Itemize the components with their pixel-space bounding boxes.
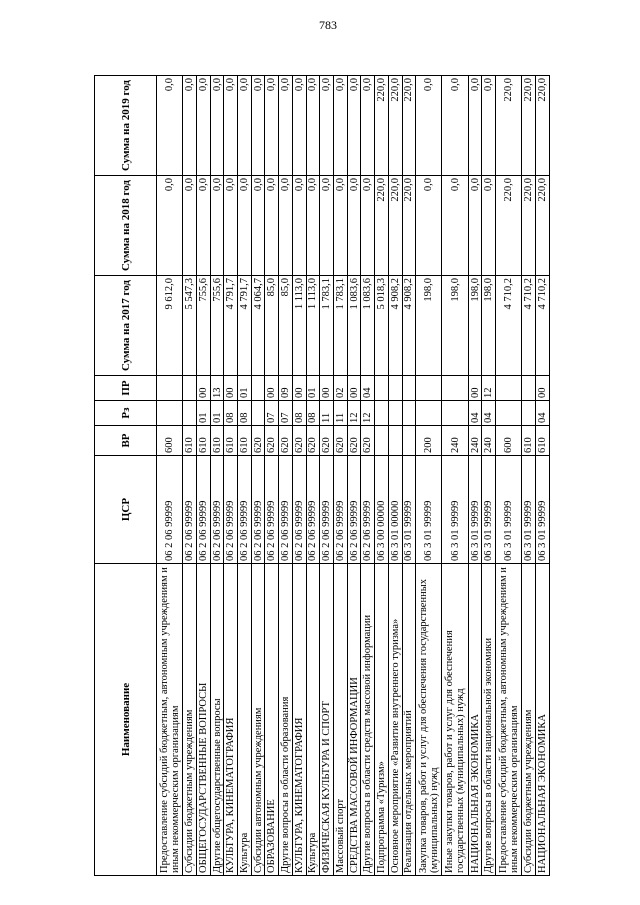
cell-csr: 06 2 06 99999 — [251, 456, 265, 564]
cell-name: Предоставление субсидий бюджетным, автономным учреждениям и иным некоммерческим организациям — [496, 564, 522, 876]
table-row — [482, 76, 496, 876]
cell-rz: 04 — [536, 401, 550, 426]
cell-csr: 06 2 06 99999 — [292, 456, 306, 564]
cell-sum-2019: 0,0 — [306, 76, 320, 176]
cell-sum-2018: 0,0 — [416, 176, 442, 276]
cell-vr: 610 — [522, 426, 536, 456]
cell-name: Закупка товаров, работ и услуг для обеспечения государственных (муниципальных) нужд — [416, 564, 442, 876]
cell-sum-2018: 0,0 — [361, 176, 375, 276]
table-row — [238, 76, 252, 876]
cell-pr: 04 — [361, 376, 375, 401]
cell-sum-2017: 1 783,1 — [334, 276, 348, 376]
cell-pr: 00 — [224, 376, 238, 401]
cell-pr — [402, 376, 416, 401]
cell-vr: 620 — [251, 426, 265, 456]
table-row — [251, 76, 265, 876]
cell-name: Субсидии бюджетным учреждениям — [522, 564, 536, 876]
cell-pr: 00 — [292, 376, 306, 401]
cell-name: ОБРАЗОВАНИЕ — [265, 564, 279, 876]
cell-sum-2017: 4 908,2 — [388, 276, 402, 376]
cell-rz: 01 — [196, 401, 210, 426]
table-row — [402, 76, 416, 876]
cell-sum-2019: 0,0 — [183, 76, 197, 176]
cell-sum-2019: 0,0 — [442, 76, 468, 176]
cell-vr: 610 — [210, 426, 224, 456]
header-sum-2019: Сумма на 2019 год — [95, 76, 157, 176]
cell-csr: 06 2 06 99999 — [183, 456, 197, 564]
cell-csr: 06 3 01 99999 — [416, 456, 442, 564]
cell-sum-2019: 0,0 — [279, 76, 293, 176]
cell-vr: 610 — [183, 426, 197, 456]
cell-name: Массовый спорт — [334, 564, 348, 876]
header-rz: Рз — [95, 401, 157, 426]
cell-sum-2018: 0,0 — [157, 176, 183, 276]
cell-sum-2019: 0,0 — [157, 76, 183, 176]
cell-csr: 06 3 01 99999 — [496, 456, 522, 564]
cell-vr — [402, 426, 416, 456]
table-container — [94, 76, 550, 876]
cell-rz — [496, 401, 522, 426]
cell-name: КУЛЬТУРА, КИНЕМАТОГРАФИЯ — [292, 564, 306, 876]
cell-vr: 620 — [306, 426, 320, 456]
cell-name: Основное мероприятие «Развитие внутреннего туризма» — [388, 564, 402, 876]
cell-sum-2019: 0,0 — [265, 76, 279, 176]
cell-pr: 00 — [347, 376, 361, 401]
cell-name: Подпрограмма «Туризм» — [375, 564, 389, 876]
cell-sum-2017: 4 710,2 — [536, 276, 550, 376]
cell-name: НАЦИОНАЛЬНАЯ ЭКОНОМИКА — [536, 564, 550, 876]
cell-csr: 06 3 01 99999 — [442, 456, 468, 564]
cell-vr: 620 — [347, 426, 361, 456]
cell-sum-2017: 1 113,0 — [306, 276, 320, 376]
cell-pr — [496, 376, 522, 401]
cell-sum-2019: 0,0 — [224, 76, 238, 176]
cell-pr — [416, 376, 442, 401]
table-row — [306, 76, 320, 876]
cell-csr: 06 3 01 99999 — [522, 456, 536, 564]
table-row — [292, 76, 306, 876]
cell-rz — [442, 401, 468, 426]
table-row — [442, 76, 468, 876]
cell-csr: 06 2 06 99999 — [265, 456, 279, 564]
cell-rz — [416, 401, 442, 426]
cell-sum-2017: 1 113,0 — [292, 276, 306, 376]
cell-sum-2018: 0,0 — [183, 176, 197, 276]
cell-sum-2019: 0,0 — [334, 76, 348, 176]
cell-vr: 610 — [536, 426, 550, 456]
cell-name: Реализация отдельных мероприятий — [402, 564, 416, 876]
cell-name: СРЕДСТВА МАССОВОЙ ИНФОРМАЦИИ — [347, 564, 361, 876]
table-row — [279, 76, 293, 876]
cell-pr: 13 — [210, 376, 224, 401]
cell-csr: 06 2 06 99999 — [347, 456, 361, 564]
cell-rz: 08 — [224, 401, 238, 426]
cell-rz: 08 — [238, 401, 252, 426]
cell-name: НАЦИОНАЛЬНАЯ ЭКОНОМИКА — [468, 564, 482, 876]
cell-sum-2017: 198,0 — [416, 276, 442, 376]
cell-csr: 06 2 06 99999 — [238, 456, 252, 564]
cell-vr: 240 — [442, 426, 468, 456]
cell-name: Культура — [306, 564, 320, 876]
cell-sum-2018: 0,0 — [482, 176, 496, 276]
cell-sum-2019: 220,0 — [402, 76, 416, 176]
cell-pr — [157, 376, 183, 401]
cell-pr: 01 — [306, 376, 320, 401]
cell-sum-2019: 0,0 — [238, 76, 252, 176]
cell-rz: 07 — [279, 401, 293, 426]
cell-sum-2019: 0,0 — [482, 76, 496, 176]
cell-vr: 600 — [157, 426, 183, 456]
table-row — [496, 76, 522, 876]
cell-pr — [388, 376, 402, 401]
cell-sum-2018: 220,0 — [522, 176, 536, 276]
table-row — [388, 76, 402, 876]
cell-pr: 00 — [536, 376, 550, 401]
table-body — [157, 76, 550, 876]
cell-pr — [375, 376, 389, 401]
cell-sum-2018: 0,0 — [320, 176, 334, 276]
cell-pr — [183, 376, 197, 401]
header-vr: ВР — [95, 426, 157, 456]
cell-sum-2018: 220,0 — [496, 176, 522, 276]
table-row — [157, 76, 183, 876]
cell-sum-2018: 0,0 — [238, 176, 252, 276]
table-row — [536, 76, 550, 876]
cell-rz — [183, 401, 197, 426]
cell-sum-2019: 0,0 — [416, 76, 442, 176]
cell-rz — [375, 401, 389, 426]
table-row — [375, 76, 389, 876]
cell-pr: 00 — [196, 376, 210, 401]
cell-pr: 00 — [320, 376, 334, 401]
cell-pr: 00 — [265, 376, 279, 401]
cell-vr: 200 — [416, 426, 442, 456]
cell-sum-2017: 1 783,1 — [320, 276, 334, 376]
cell-sum-2017: 198,0 — [482, 276, 496, 376]
cell-sum-2019: 0,0 — [292, 76, 306, 176]
cell-sum-2017: 198,0 — [468, 276, 482, 376]
cell-sum-2018: 0,0 — [306, 176, 320, 276]
cell-vr — [388, 426, 402, 456]
cell-csr: 06 2 06 99999 — [306, 456, 320, 564]
cell-vr: 240 — [482, 426, 496, 456]
cell-rz: 07 — [265, 401, 279, 426]
cell-vr: 620 — [361, 426, 375, 456]
cell-sum-2018: 0,0 — [468, 176, 482, 276]
cell-sum-2018: 0,0 — [224, 176, 238, 276]
cell-sum-2017: 9 612,0 — [157, 276, 183, 376]
cell-sum-2019: 220,0 — [388, 76, 402, 176]
cell-sum-2018: 220,0 — [388, 176, 402, 276]
cell-sum-2017: 1 083,6 — [361, 276, 375, 376]
cell-sum-2019: 220,0 — [496, 76, 522, 176]
cell-csr: 06 2 06 99999 — [224, 456, 238, 564]
cell-csr: 06 3 01 00000 — [388, 456, 402, 564]
table-row — [265, 76, 279, 876]
cell-name: Субсидии бюджетным учреждениям — [183, 564, 197, 876]
cell-rz: 08 — [292, 401, 306, 426]
cell-rz: 04 — [482, 401, 496, 426]
cell-sum-2019: 0,0 — [210, 76, 224, 176]
table-row — [210, 76, 224, 876]
cell-csr: 06 2 06 99999 — [320, 456, 334, 564]
cell-sum-2017: 5 547,3 — [183, 276, 197, 376]
cell-rz: 04 — [468, 401, 482, 426]
cell-name: Субсидии автономным учреждениям — [251, 564, 265, 876]
cell-name: Другие общегосударственные вопросы — [210, 564, 224, 876]
header-sum-2018: Сумма на 2018 год — [95, 176, 157, 276]
cell-pr: 09 — [279, 376, 293, 401]
header-pr: ПР — [95, 376, 157, 401]
cell-csr: 06 2 06 99999 — [361, 456, 375, 564]
cell-vr: 620 — [320, 426, 334, 456]
table-row — [361, 76, 375, 876]
cell-rz: 11 — [320, 401, 334, 426]
cell-pr: 12 — [482, 376, 496, 401]
cell-rz — [388, 401, 402, 426]
cell-sum-2017: 4 791,7 — [238, 276, 252, 376]
cell-sum-2018: 0,0 — [292, 176, 306, 276]
cell-sum-2019: 220,0 — [375, 76, 389, 176]
cell-sum-2017: 85,0 — [265, 276, 279, 376]
cell-name: Культура — [238, 564, 252, 876]
budget-table — [94, 75, 550, 876]
cell-sum-2019: 220,0 — [536, 76, 550, 176]
page-number: 783 — [319, 18, 337, 32]
table-header-row — [95, 76, 157, 876]
cell-sum-2017: 755,6 — [210, 276, 224, 376]
table-row — [320, 76, 334, 876]
cell-name: Иные закупки товаров, работ и услуг для обеспечения государственных (муниципальных) нужд — [442, 564, 468, 876]
cell-vr: 620 — [265, 426, 279, 456]
header-sum-2017: Сумма на 2017 год — [95, 276, 157, 376]
cell-csr: 06 3 01 99999 — [402, 456, 416, 564]
cell-sum-2017: 5 018,3 — [375, 276, 389, 376]
cell-name: КУЛЬТУРА, КИНЕМАТОГРАФИЯ — [224, 564, 238, 876]
table-row — [347, 76, 361, 876]
cell-vr: 620 — [334, 426, 348, 456]
cell-sum-2018: 0,0 — [442, 176, 468, 276]
cell-sum-2017: 755,6 — [196, 276, 210, 376]
cell-rz — [522, 401, 536, 426]
cell-sum-2017: 4 710,2 — [496, 276, 522, 376]
cell-sum-2017: 1 083,6 — [347, 276, 361, 376]
cell-rz: 01 — [210, 401, 224, 426]
cell-sum-2019: 0,0 — [347, 76, 361, 176]
table-row — [416, 76, 442, 876]
cell-csr: 06 2 06 99999 — [334, 456, 348, 564]
cell-sum-2019: 0,0 — [361, 76, 375, 176]
cell-sum-2019: 0,0 — [320, 76, 334, 176]
table-row — [224, 76, 238, 876]
header-name: Наименование — [95, 564, 157, 876]
cell-vr: 610 — [224, 426, 238, 456]
cell-csr: 06 2 06 99999 — [279, 456, 293, 564]
table-row — [183, 76, 197, 876]
cell-vr: 610 — [238, 426, 252, 456]
cell-csr: 06 2 06 99999 — [157, 456, 183, 564]
cell-rz: 12 — [347, 401, 361, 426]
cell-sum-2017: 4 064,7 — [251, 276, 265, 376]
cell-sum-2018: 0,0 — [265, 176, 279, 276]
cell-pr: 02 — [334, 376, 348, 401]
cell-vr: 610 — [196, 426, 210, 456]
cell-vr: 620 — [292, 426, 306, 456]
cell-name: Другие вопросы в области образования — [279, 564, 293, 876]
cell-name: ОБЩЕГОСУДАРСТВЕННЫЕ ВОПРОСЫ — [196, 564, 210, 876]
cell-vr: 240 — [468, 426, 482, 456]
cell-vr: 620 — [279, 426, 293, 456]
cell-name: Предоставление субсидий бюджетным, автономным учреждениям и иным некоммерческим организациям — [157, 564, 183, 876]
cell-sum-2017: 4 791,7 — [224, 276, 238, 376]
table-row — [468, 76, 482, 876]
cell-sum-2017: 4 710,2 — [522, 276, 536, 376]
cell-csr: 06 3 01 99999 — [468, 456, 482, 564]
cell-sum-2018: 0,0 — [196, 176, 210, 276]
header-csr: ЦСР — [95, 456, 157, 564]
cell-vr: 600 — [496, 426, 522, 456]
cell-pr: 00 — [468, 376, 482, 401]
cell-csr: 06 2 06 99999 — [210, 456, 224, 564]
cell-sum-2019: 0,0 — [251, 76, 265, 176]
cell-sum-2017: 85,0 — [279, 276, 293, 376]
cell-sum-2019: 0,0 — [468, 76, 482, 176]
cell-rz: 08 — [306, 401, 320, 426]
table-row — [522, 76, 536, 876]
cell-sum-2018: 0,0 — [210, 176, 224, 276]
cell-pr — [251, 376, 265, 401]
cell-rz — [157, 401, 183, 426]
cell-pr — [522, 376, 536, 401]
cell-rz: 12 — [361, 401, 375, 426]
cell-name: ФИЗИЧЕСКАЯ КУЛЬТУРА И СПОРТ — [320, 564, 334, 876]
cell-name: Другие вопросы в области национальной экономики — [482, 564, 496, 876]
cell-rz — [251, 401, 265, 426]
cell-sum-2018: 220,0 — [402, 176, 416, 276]
cell-sum-2018: 220,0 — [375, 176, 389, 276]
cell-sum-2018: 0,0 — [334, 176, 348, 276]
cell-sum-2017: 198,0 — [442, 276, 468, 376]
cell-csr: 06 2 06 99999 — [196, 456, 210, 564]
cell-vr — [375, 426, 389, 456]
cell-pr: 01 — [238, 376, 252, 401]
cell-sum-2018: 0,0 — [347, 176, 361, 276]
cell-sum-2017: 4 908,2 — [402, 276, 416, 376]
cell-rz — [402, 401, 416, 426]
cell-name: Другие вопросы в области средств массовой информации — [361, 564, 375, 876]
cell-sum-2019: 220,0 — [522, 76, 536, 176]
cell-csr: 06 3 00 00000 — [375, 456, 389, 564]
cell-sum-2018: 220,0 — [536, 176, 550, 276]
cell-sum-2018: 0,0 — [279, 176, 293, 276]
cell-csr: 06 3 01 99999 — [536, 456, 550, 564]
cell-sum-2018: 0,0 — [251, 176, 265, 276]
table-row — [196, 76, 210, 876]
cell-sum-2019: 0,0 — [196, 76, 210, 176]
cell-csr: 06 3 01 99999 — [482, 456, 496, 564]
cell-rz: 11 — [334, 401, 348, 426]
cell-pr — [442, 376, 468, 401]
table-row — [334, 76, 348, 876]
